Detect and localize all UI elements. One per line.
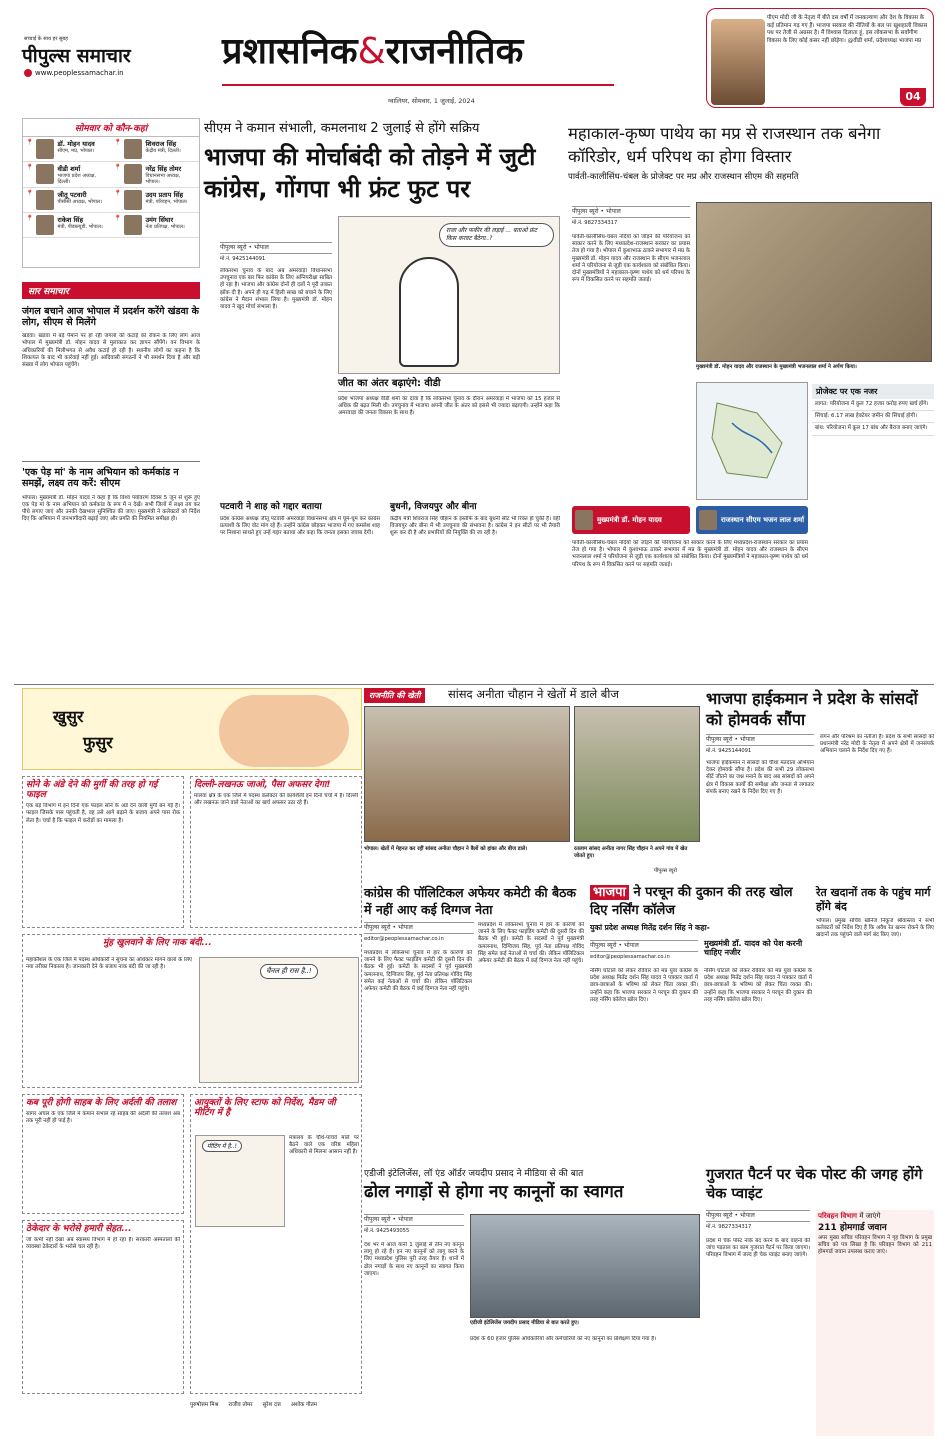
tagline: सच्चाई के साथ हर सुबह	[24, 36, 68, 42]
khusur-item-2	[190, 776, 362, 928]
khusur-item-2-head: दिल्ली-लखनऊ जाओ, पैसा अफसर देगा!	[194, 780, 331, 790]
location-pin-icon: 📍	[114, 190, 122, 197]
avatar	[36, 164, 54, 184]
bjp-hw-headline: भाजपा हाईकमान ने प्रदेश के सांसदों को होमवर्क सौंपा	[706, 689, 918, 729]
person-name: जीतू पटवारी	[57, 191, 87, 199]
location-pin-icon: 📍	[26, 215, 34, 222]
corridor-headline: महाकाल-कृष्ण पाथेय का मप्र से राजस्थान तक बनेगा कॉरिडोर, धर्म परिपथ का होगा विस्तार	[568, 124, 881, 166]
avatar	[36, 215, 54, 235]
location-pin-icon: 📍	[26, 139, 34, 146]
khusur-item-1	[22, 776, 184, 928]
location-pin-icon: 📍	[26, 164, 34, 171]
sidebar-who-where	[22, 118, 200, 268]
project-point: बांध: परियोजना में कुल 17 बांध और बैराज बनाए जाएंगे।	[812, 423, 934, 435]
farm-story	[364, 688, 700, 878]
corridor-body: पार्वती-कालीसिंध-चंबल नदियों को जोड़ने की परियोजना को साकार करने के लिए मध्यप्रदेश-राजस्थान सरकार का प्रयास तेज हो गया है। भोपाल में कुशाभाऊ ठाकरे सभागार में मप्र के मुख्यमंत्री डॉ. मोहन यादव और राजस्थान के सीएम भजनलाल शर्मा ने परियोजना से जुड़ी एक कार्यशाला को संबोधित किया। दोनों मुख्यमंत्रियों ने महाकाल-कृष्ण पाथेय को धर्म परिपथ के रूप में विकसित करने पर सहमति जताई।	[572, 234, 690, 284]
section-title-amp: &	[357, 31, 386, 72]
people-row	[23, 188, 199, 213]
laws-body-2: प्रदेश के 60 हजार पुलिस अधिकारियों और कर्मचारियों को नए कानूनों का प्रशिक्षण दिया गया है।	[470, 1336, 657, 1342]
lead-body-2: प्रदेश भाजपा अध्यक्ष वीडी शर्मा का दावा है कि लोकसभा चुनाव के दौरान अमरवाड़ा में भाजपा को 15 हजार से अधिक की बढ़त मिली थी। उपचुनाव में भाजपा अपनी जीत के अंतर को इससे भी ज्यादा बढ़ाएगी। उन्होंने कहा कि अमरवाड़ा की जनता विकास के साथ है।	[338, 396, 560, 417]
bjp-hw-phone: मो.नं. 9425144091	[706, 748, 752, 754]
section-title-left: प्रशासनिक	[222, 31, 358, 72]
laws-body: देश भर में आज यानी 1 जुलाई से तीन नए कानून लागू हो रहे हैं। इन नए कानूनों को लागू करने के लिए मध्यप्रदेश पुलिस पूरी तरह तैयार है। थानों में ढोल नगाड़ों के साथ नए कानूनों का स्वागत किया जाएगा।	[364, 1242, 464, 1277]
khusur-cartoon-1	[199, 957, 359, 1083]
khusur-footer-4: अशोक गौतम	[290, 1402, 318, 1408]
khusur-cartoon-faces	[219, 695, 349, 767]
avatar	[36, 190, 54, 210]
person-name: डॉ. मोहन यादव	[57, 140, 95, 148]
khusur-fusur	[22, 688, 362, 1438]
checkpoint-byline-text: पीपुल्स ब्यूरो • भोपाल	[706, 1212, 755, 1219]
person-name: उमंग सिंघार	[145, 216, 174, 224]
farm-tag: राजनीति की खेती	[364, 688, 425, 703]
corridor-deck: पार्वती-कालीसिंध-चंबल के प्रोजेक्ट पर मप्र और राजस्थान सीएम की सहमति	[568, 172, 799, 182]
person-place: पीसीसी अध्यक्ष, भोपाल।	[57, 199, 103, 205]
farm-footer: पीपुल्स ब्यूरो	[654, 868, 678, 874]
bjp-hw-byline-text: पीपुल्स ब्यूरो • भोपाल	[706, 736, 755, 743]
congress-body-2: मध्यप्रदेश में लोकसभा चुनाव में हार के कारणों को जानने के लिए फैक्ट फाइंडिंग कमेटी की दूसरी दिन की बैठक भी हुई। कमेटी के सदस्यों ने पूर्व मुख्यमंत्री कमलनाथ, दिग्विजय सिंह, पूर्व नेता प्रतिपक्ष गोविंद सिंह समेत कई नेताओं से चर्चा की। लेकिन पॉलिटिकल अफेयर कमेटी की बैठक में कई दिग्गज नेता नहीं पहुंचे।	[478, 922, 584, 965]
congress-body: मध्यप्रदेश में लोकसभा चुनाव में हार के कारणों को जानने के लिए फैक्ट फाइंडिंग कमेटी की दूसरी दिन की बैठक भी हुई। कमेटी के सदस्यों ने पूर्व मुख्यमंत्री कमलनाथ, दिग्विजय सिंह, पूर्व नेता प्रतिपक्ष गोविंद सिंह समेत कई नेताओं से चर्चा की। लेकिन पॉलिटिकल अफेयर कमेटी की बैठक में कई दिग्गज नेता नहीं पहुंचे।	[364, 950, 472, 993]
people-row	[23, 213, 199, 238]
person-text	[57, 190, 102, 205]
farm-headline: सांसद अनीता चौहान ने खेतों में डाले बीज	[448, 687, 619, 701]
person-name: राकेश सिंह	[57, 216, 84, 224]
congress-byline	[364, 922, 474, 934]
person-name: उदय प्रताप सिंह	[145, 191, 184, 199]
person-text	[57, 139, 94, 154]
project-point: लागत: परियोजना में कुल 72 हजार करोड़ रुपए खर्च होंगे।	[812, 399, 934, 411]
sand-body: भोपाल। प्रमुख सचिव खनिज निकुंज श्रीवास्तव ने सभी कलेक्टरों को निर्देश दिए हैं कि अवैध रेत खनन रोकने के लिए खदानों तक पहुंचने वाले मार्ग बंद किए जाएं।	[816, 918, 934, 939]
photo-caption: मुख्यमंत्री डॉ. मोहन यादव और राजस्थान के मुख्यमंत्री भजनलाल शर्मा ने अर्पण किया।	[696, 364, 857, 370]
ek-ped-body: भोपाल। मुख्यमंत्री डॉ. मोहन यादव ने कहा है कि विश्व पर्यावरण दिवस 5 जून से शुरू हुए एक पेड़ मां के नाम अभियान को कर्मकांड के रूप में न देखें। सभी जिलों में लक्ष्य तय कर पौधे लगाए जाएं और उनकी देखभाल सुनिश्चित की जाए। मुख्यमंत्री ने कलेक्टरों को निर्देश दिए कि अभियान में जनभागीदारी बढ़ाई जाए और प्रगति की नियमित समीक्षा हो।	[22, 494, 200, 523]
khusur-footer-3: सुरेश दत्त	[262, 1402, 281, 1408]
saar-samachar	[22, 282, 200, 682]
person-name: वीडी शर्मा	[57, 165, 81, 173]
person-place: मंत्री, पीडब्ल्यूडी, भोपाल।	[57, 224, 103, 230]
khusur-item-1-head: सोने के अंडे देने की मुर्गी की तरह हो गई फाइल	[26, 780, 158, 801]
section-divider	[14, 684, 934, 685]
person-entry	[23, 162, 111, 187]
corridor-body-cont: पार्वती-कालीसिंध-चंबल नदियों को जोड़ने की परियोजना को साकार करने के लिए मध्यप्रदेश-राजस्थान सरकार का प्रयास तेज हो गया है। भोपाल में कुशाभाऊ ठाकरे सभागार में मप्र के मुख्यमंत्री डॉ. मोहन यादव और राजस्थान के सीएम भजनलाल शर्मा ने परियोजना से जुड़ी एक कार्यशाला को संबोधित किया। दोनों मुख्यमंत्रियों ने महाकाल-कृष्ण पाथेय को धर्म परिपथ के रूप में विकसित करने पर सहमति जताई।	[572, 540, 808, 568]
project-points	[812, 399, 934, 436]
checkpoint-byline	[706, 1210, 810, 1222]
cartoon-bubble: राजा और फकीर की लड़ाई ... बताओ फ्रंट किस करवट बैठेगा..?	[439, 223, 554, 247]
khusur-item-4-head: कब पूरी होगी साहब के लिए अर्दली की तलाश	[26, 1098, 177, 1108]
person-entry	[111, 188, 199, 212]
bjp-hw-body-2: लगन और परिश्रम का नतीजा है। प्रदेश के सभी सांसदों को प्रधानमंत्री नरेंद्र मोदी के नेतृत्व में अपने क्षेत्रों में जनसंपर्क अभियान चलाने के निर्देश दिए गए हैं।	[820, 734, 934, 755]
laws-byline	[364, 1214, 464, 1226]
person-name: नरेंद्र सिंह तोमर	[145, 165, 182, 173]
homeguard-kicker	[816, 1210, 934, 1223]
location-pin-icon: 📍	[26, 190, 34, 197]
saar-title-text: सार समाचार	[28, 287, 69, 297]
checkpoint-story	[706, 1166, 934, 1440]
patwari-body: प्रदेश कांग्रेस अध्यक्ष जीतू पटवारी अमरवाड़ा विधानसभा क्षेत्र में घूम-घूम कर कांग्रेस प्रत्याशी के लिए वोट मांग रहे हैं। उन्होंने कांग्रेस छोड़कर भाजपा में गए कमलेश शाह पर निशाना साधते हुए उन्हें गद्दार बताया और कहा कि जनता इसका जवाब देगी।	[220, 516, 380, 537]
cm-bhajan-badge	[696, 506, 808, 534]
avatar	[124, 215, 142, 235]
people-row	[23, 162, 199, 188]
saar-body: खंडवा। खंडवा में बड़े पैमाने पर हो रही जंगलों की कटाई को रोकने के लिए लोग आज भोपाल में मुख्यमंत्री डॉ. मोहन यादव से मुलाकात कर ज्ञापन सौंपेंगे। वन विभाग के अधिकारियों की मिलीभगत से अवैध कटाई हो रही है। स्थानीय लोगों का कहना है कि शिकायत के बाद भी कार्रवाई नहीं हुई। आदिवासी संगठनों ने भी समर्थन दिया है और बड़ी संख्या में लोग भोपाल पहुंचेंगे।	[22, 333, 200, 369]
khusur-item-4-body: सागर अंचल के एक जिले में कमान संभाल रहे साहब की अर्दली की तलाश अब तक पूरी नहीं हो पाई है।	[26, 1111, 180, 1125]
congress-committee-story	[364, 884, 584, 1162]
laws-byline-text: पीपुल्स ब्यूरो • भोपाल	[364, 1216, 413, 1223]
home-icon	[24, 69, 32, 77]
corridor-phone: मो.नं. 9827334317	[572, 220, 618, 226]
person-place: सीएम, मप्र, भोपाल।	[57, 148, 95, 154]
nursing-headline	[590, 884, 812, 920]
sand-mine-story	[816, 886, 934, 1110]
laws-press-photo	[470, 1214, 700, 1318]
person-entry	[111, 162, 199, 187]
khusur-item-3-head: मुंह खुलवाने के लिए नाक बंदी...	[103, 938, 212, 948]
cm-bhajan-avatar	[699, 510, 717, 530]
divider	[22, 461, 200, 462]
corridor-story	[568, 116, 934, 682]
person-text	[145, 139, 180, 154]
nursing-tag: भाजपा	[590, 885, 629, 900]
saar-title	[22, 282, 200, 299]
khusur-title-2: फुसुर	[83, 733, 113, 752]
khusur-item-1-body: एक बड़े विभाग में इन दिनों एक फाइल सोने के अंडे देने वाली मुर्गी बन गई है। फाइल जिसके पास पहुंचती है, वह उसे आगे बढ़ाने के बजाय अपने पास रोक लेता है। चर्चा है कि फाइल में करोड़ों का मामला है।	[26, 803, 180, 824]
location-pin-icon: 📍	[114, 215, 122, 222]
vd-sharma-portrait	[711, 19, 765, 105]
location-pin-icon: 📍	[114, 164, 122, 171]
cm-ceremony-photo	[696, 202, 932, 362]
person-text	[145, 190, 187, 205]
congress-byline-text: पीपुल्स ब्यूरो • भोपाल	[364, 924, 413, 931]
cm-mohan-badge	[572, 506, 690, 534]
lead-headline: भाजपा की मोर्चाबंदी को तोड़ने में जुटी कांग्रेस, गोंगपा भी फ्रंट फुट पर	[204, 142, 536, 203]
top-quote: पीएम मोदी जी के नेतृत्व में बीते दस वर्षों में जनकल्याण और देश के विकास के कई प्रतिमान गढ़ गए हैं। भाजपा सरकार की नीतियों के बल पर खुशहाली विकास पथ पर तेजी से अग्रसर है। मैं विश्वास दिलाता हूं, इस लोकसभा के सर्वांगीण विकास के लिए कोई कसर नहीं छोड़ेगा। @वीडी शर्मा, प्रदेशाध्यक्ष भाजपा मप्र	[767, 15, 928, 44]
khusur-cartoon-bubble: चैनल ही रास है..!	[260, 964, 318, 979]
khusur-item-6-head: ठेकेदार के भरोसे हमारी सेहत...	[26, 1224, 132, 1234]
homeguard-kicker-rest: में जाएंगे	[859, 1212, 881, 1220]
corridor-byline-text: पीपुल्स ब्यूरो • भोपाल	[572, 208, 621, 215]
lead-kicker: सीएम ने कमान संभाली, कमलनाथ 2 जुलाई से होंगे सक्रिय	[204, 121, 480, 136]
corridor-map	[696, 382, 808, 500]
khusur-item-6-body: जो कभी नहीं देखा अब स्वास्थ्य विभाग में हो रहा है। सरकारी अस्पतालों की व्यवस्था ठेकेदारों के भरोसे चल रही है।	[26, 1237, 180, 1251]
lead-body-1: लोकसभा चुनाव के बाद अब अमरवाड़ा विधानसभा उपचुनाव एक बार फिर कांग्रेस के लिए अग्निपरीक्षा साबित हो रहा है। भाजपा और कांग्रेस दोनों ही दलों ने पूरी ताकत झोंक दी है। अपने ही गढ़ में हिली साख को बचाने के लिए कांग्रेस ने मैदान संभाल लिया है। मुख्यमंत्री डॉ. मोहन यादव ने खुद मोर्चा संभाला है।	[220, 268, 332, 311]
khusur-footer	[190, 1400, 362, 1408]
laws-caption: एडीजी इंटेलिजेंस जयदीप प्रसाद मीडिया से बात करते हुए।	[470, 1320, 579, 1326]
congress-headline: कांग्रेस की पॉलिटिकल अफेयर कमेटी की बैठक में नहीं आए कई दिग्गज नेता	[364, 885, 576, 917]
farm-photo-2	[574, 706, 700, 842]
lead-story	[204, 116, 562, 682]
khusur-item-2-body: मालवा क्षेत्र के एक जिले में पदस्थ कलेक्टर की कार्यशैली इन दिनों चर्चा में है। दिल्ली और लखनऊ जाने वाले नेताओं का खर्च अफसर उठा रहे हैं।	[194, 793, 358, 807]
project-title: प्रोजेक्ट पर एक नजर	[812, 384, 934, 399]
laws-headline: ढोल नगाड़ों से होगा नए कानूनों का स्वागत	[364, 1182, 624, 1202]
khusur-item-5-body: मंत्रालय के चौथे-पांचवें माले पर बैठने वाले एक वरिष्ठ महिला अधिकारी से मिलना आसान नहीं है।	[289, 1135, 359, 1156]
person-text	[57, 215, 102, 230]
nursing-byline-text: पीपुल्स ब्यूरो • भोपाल	[590, 942, 639, 949]
nursing-deck: युकां प्रदेश अध्यक्ष मितेंद्र दर्शन सिंह ने कहा-	[590, 923, 710, 932]
project-point: सिंचाई: 6.17 लाख हेक्टेयर जमीन की सिंचाई होगी।	[812, 411, 934, 423]
sidebar-title: सोमवार को कौन-कहां	[23, 119, 199, 137]
farm-caption-2: रतलाम सांसद अनीता नागर सिंह चौहान ने अपने गांव में खेत जोतते हुए।	[574, 846, 688, 859]
person-text	[145, 164, 196, 185]
bjp-hw-body: भाजपा हाईकमान ने सांसदों को चौथा मतदाता अभियान देकर होमवर्क सौंपा है। प्रदेश की सभी 29 लोकसभा सीटें जीतने का जश्न मनाने के बाद अब सांसदों को अपने क्षेत्र में विकास कार्यों की समीक्षा और जनता से लगातार संपर्क बनाए रखने के निर्देश दिए गए हैं।	[706, 760, 814, 795]
sand-headline: रेत खदानों तक के पहुंच मार्ग होंगे बंद	[816, 886, 931, 913]
khusur-footer-2: राजीव तोमर	[228, 1402, 253, 1408]
patwari-subhead: पटवारी ने शाह को गद्दार बताया	[220, 502, 322, 512]
homeguard-box	[816, 1210, 934, 1436]
cartoon-caption: जीत का अंतर बढ़ाएंगे: वीडी	[338, 378, 560, 392]
people-list	[23, 137, 199, 238]
location-pin-icon: 📍	[114, 139, 122, 146]
person-entry	[23, 188, 111, 212]
cm-bhajan-label: राजस्थान सीएम भजन लाल शर्मा	[721, 515, 805, 524]
homeguard-head: 211 होमगार्ड जवान	[818, 1223, 887, 1233]
person-entry	[111, 213, 199, 237]
avatar	[124, 190, 142, 210]
red-rule	[222, 84, 614, 86]
budhni-subhead: बुधनी, विजयपुर और बीना	[390, 502, 477, 512]
masthead	[0, 0, 945, 116]
cartoon-figure	[399, 257, 459, 367]
paper-name: पीपुल्स समाचार	[22, 45, 131, 67]
avatar	[124, 139, 142, 159]
budhni-body: केंद्रीय मंत्री शिवराज सिंह चौहान के इस्तीफे के बाद बुधनी सीट भी रिक्त हो चुकी है। वहीं विजयपुर और बीना में भी उपचुनाव की संभावना है। कांग्रेस ने इन सीटों पर भी तैयारी शुरू कर दी है और प्रभारियों की नियुक्ति की जा रही है।	[390, 516, 560, 537]
person-text	[57, 164, 108, 185]
homeguard-kicker-red: परिवहन विभाग	[818, 1212, 857, 1220]
khusur-item-3-body: महाकौशल के एक जिले में पदस्थ अधिकारी ने सूचना का अधिकार मांगने वालों के लिए नया तरीका निकाला है। जानकारी देने के बजाय नाक बंदी की जा रही है।	[26, 957, 192, 971]
corridor-byline	[572, 206, 690, 218]
laws-kicker: एडीजी इंटेलिजेंस, लॉ एंड ऑर्डर जयदीप प्रसाद ने मीडिया से की बात	[364, 1169, 584, 1179]
checkpoint-phone: मो.नं. 9827334317	[706, 1224, 752, 1230]
website: www.peoplessamachar.in	[35, 69, 124, 77]
nursing-sub: मुख्यमंत्री डॉ. यादव को पेश करनी चाहिए नजीर	[704, 939, 803, 957]
person-place: केंद्रीय मंत्री, दिल्ली।	[145, 148, 181, 154]
khusur-item-5-head: आयुक्तों के लिए स्टाफ को निर्देश, मैडम जी मीटिंग में है	[194, 1098, 336, 1119]
avatar	[36, 139, 54, 159]
laws-phone: मो.नं. 9425493055	[364, 1228, 410, 1234]
nursing-byline	[590, 940, 698, 952]
checkpoint-headline: गुजरात पैटर्न पर चेक पोस्ट की जगह होंगे चेक प्वाइंट	[706, 1167, 923, 1202]
cm-mohan-label: मुख्यमंत्री डॉ. मोहन यादव	[597, 515, 662, 524]
person-place: मंत्री, परिवहन, भोपाल।	[145, 199, 188, 205]
khusur-cartoon-bubble-2: मीटिंग में है..!	[202, 1140, 242, 1152]
farm-caption-1: भोपाल। खेतों में मेहनत कर रहीं सांसद अनीता चौहान ने बैलों को हांका और बीज डाले।	[364, 846, 528, 852]
avatar	[124, 164, 142, 184]
farm-photo-1	[364, 706, 570, 842]
nursing-body: नर्सिंग घोटाले को लेकर रविवार को मप्र युवा कांग्रेस के प्रदेश अध्यक्ष मितेंद्र दर्शन सिंह यादव ने पत्रकार वार्ता में छात्र-छात्राओं के भविष्य को लेकर चिंता व्यक्त की। उन्होंने कहा कि भाजपा सरकार ने परचून की दुकान की तरह नर्सिंग कॉलेज खोल दिए।	[590, 968, 698, 1003]
person-place: विधानसभा अध्यक्ष, भोपाल।	[145, 173, 181, 185]
section-title	[222, 30, 523, 74]
lead-byline	[220, 242, 332, 254]
homeguard-body: अपर मुख्य सचिव परिवहन विभाग ने गृह विभाग के प्रमुख सचिव को पत्र लिखा है कि परिवहन विभाग को 211 होमगार्ड जवान उपलब्ध कराए जाएं।	[818, 1235, 932, 1256]
person-entry	[111, 137, 199, 161]
khusur-item-5	[190, 1094, 362, 1394]
dateline: ग्वालियर, सोमवार, 1 जुलाई, 2024	[388, 97, 475, 105]
map-icon	[697, 383, 807, 499]
person-place: भाजपा प्रदेश अध्यक्ष, दिल्ली।	[57, 173, 96, 185]
section-title-right: राजनीतिक	[385, 31, 524, 72]
khusur-banner	[22, 688, 362, 770]
nursing-story	[590, 884, 812, 1162]
project-box	[812, 384, 934, 502]
lead-cartoon	[338, 216, 560, 374]
bjp-homework-story	[706, 688, 934, 884]
khusur-cartoon-2	[195, 1135, 285, 1227]
page-number: 04	[900, 88, 926, 106]
ek-ped-headline: 'एक पेड़ मां' के नाम अभियान को कर्मकांड न समझें, लक्ष्य तय करें: सीएम	[22, 467, 179, 489]
bjp-hw-byline	[706, 734, 814, 746]
lead-phone: मो.नं. 9425144091	[220, 256, 266, 262]
khusur-item-3	[22, 934, 362, 1088]
person-place: नेता प्रतिपक्ष, भोपाल।	[145, 224, 185, 230]
khusur-title-1: खुसुर	[53, 707, 84, 726]
nursing-headline-text: ने परचून की दुकान की तरह खोल दिए नर्सिंग कॉलेज	[590, 885, 793, 918]
person-entry	[23, 213, 111, 237]
nursing-body-2: नर्सिंग घोटाले को लेकर रविवार को मप्र युवा कांग्रेस के प्रदेश अध्यक्ष मितेंद्र दर्शन सिंह यादव ने पत्रकार वार्ता में छात्र-छात्राओं के भविष्य को लेकर चिंता व्यक्त की। उन्होंने कहा कि भाजपा सरकार ने परचून की दुकान की तरह नर्सिंग कॉलेज खोल दिए।	[704, 968, 812, 1003]
checkpoint-body: प्रदेश में चेक पोस्ट नाके बंद करने के बाद वाहनों की जांच पड़ताल का काम गुजरात पैटर्न पर किया जाएगा। परिवहन विभाग में जल्द ही चेक प्वाइंट बनाए जाएंगे।	[706, 1238, 810, 1259]
saar-headline: जंगल बचाने आज भोपाल में प्रदर्शन करेंगे खंडवा के लोग, सीएम से मिलेंगे	[22, 306, 199, 328]
new-laws-story	[364, 1166, 700, 1440]
khusur-footer-1: पुरुषोत्तम मिश्र	[190, 1402, 219, 1408]
person-entry	[23, 137, 111, 161]
lead-byline-text: पीपुल्स ब्यूरो • भोपाल	[220, 244, 269, 251]
nursing-email: editor@peoplessamachar.co.in	[590, 954, 670, 960]
people-row	[23, 137, 199, 162]
person-name: शिवराज सिंह	[145, 140, 177, 148]
khusur-item-6	[22, 1220, 184, 1394]
cm-mohan-avatar	[575, 510, 593, 530]
khusur-item-4	[22, 1094, 184, 1214]
person-text	[145, 215, 184, 230]
congress-email: editor@peoplessamachar.co.in	[364, 936, 444, 942]
